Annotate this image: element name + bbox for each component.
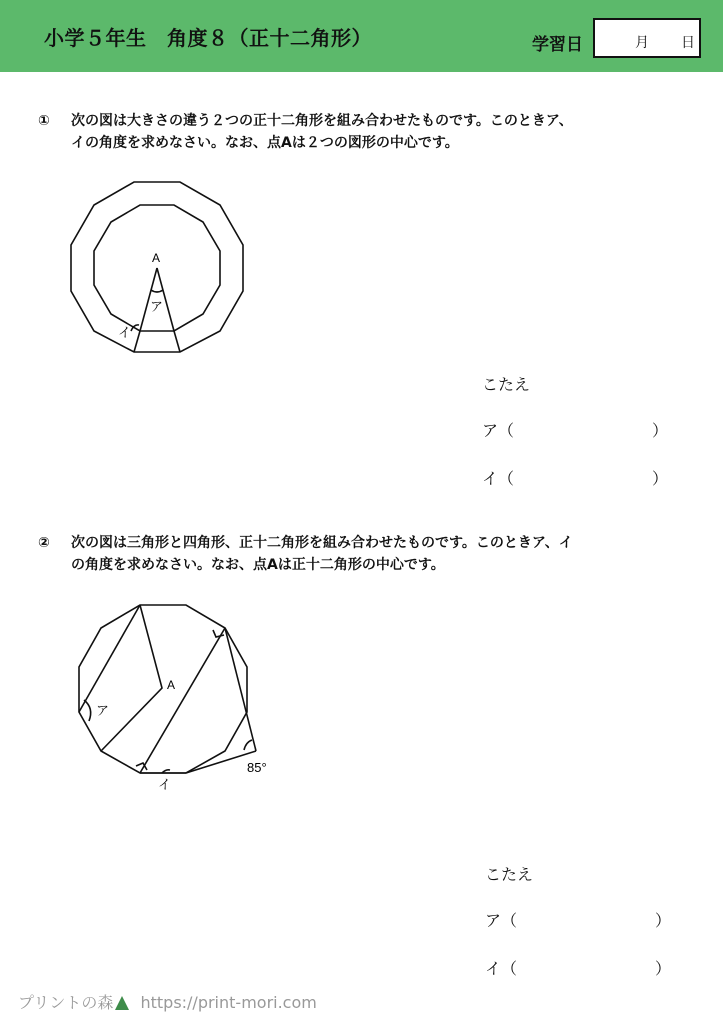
point-a-label: A	[152, 251, 161, 265]
q1-answer-a-label: ア（	[482, 421, 515, 440]
quad-side-1	[101, 605, 162, 751]
study-date-box[interactable]	[593, 18, 701, 58]
q1-answer-i-close: ）	[652, 469, 669, 488]
q2-answer-a-close: ）	[655, 911, 672, 930]
point-a-label: A	[167, 678, 176, 692]
question-2-line-2: の角度を求めなさい。なお、点Aは正十二角形の中心です。	[71, 557, 445, 573]
month-label: 月	[635, 35, 649, 51]
question-2-text	[71, 532, 671, 576]
q1-answer-i[interactable]	[482, 466, 669, 489]
angle-a-label: ア	[150, 300, 164, 315]
angle-i-label: イ	[158, 778, 172, 793]
q1-answer-a-close: ）	[652, 421, 669, 440]
angle-85-label: 85°	[247, 760, 267, 775]
triangle-base	[186, 751, 256, 773]
outer-dodecagon	[71, 182, 243, 352]
angle-a-arc	[151, 290, 163, 292]
triangle-right-side	[225, 628, 256, 751]
question-1-figure	[60, 170, 260, 370]
question-1-line-2: イの角度を求めなさい。なお、点Aは２つの図形の中心です。	[71, 135, 459, 151]
header-bar	[0, 0, 723, 72]
question-2-line-1: 次の図は三角形と四角形、正十二角形を組み合わせたものです。このときア、イ	[71, 535, 573, 551]
triangle-long-side	[140, 628, 225, 773]
angle-a-arc	[84, 700, 91, 721]
q2-answer-a[interactable]	[485, 908, 672, 931]
q2-answer-heading: こたえ	[485, 865, 534, 884]
question-2	[38, 532, 688, 582]
question-2-figure	[70, 595, 280, 795]
study-date-label: 学習日	[532, 35, 583, 55]
angle-i-label: イ	[118, 326, 132, 341]
footer-url[interactable]: https://print-mori.com	[140, 993, 317, 1012]
connector-right	[174, 331, 180, 352]
footer	[18, 990, 317, 1013]
q2-answer-a-label: ア（	[485, 911, 518, 930]
q2-answer-i[interactable]	[485, 956, 672, 979]
question-1-line-1: 次の図は大きさの違う２つの正十二角形を組み合わせたものです。このときア、	[71, 113, 573, 129]
connector-left	[134, 331, 140, 352]
angle-85-arc	[244, 740, 252, 750]
q2-answer-i-label: イ（	[485, 959, 518, 978]
q2-answer-i-close: ）	[655, 959, 672, 978]
question-1-text	[71, 110, 671, 154]
question-1-number: ①	[38, 113, 50, 129]
q1-answer-heading: こたえ	[482, 375, 531, 394]
question-2-number: ②	[38, 535, 50, 551]
quad-side-2	[79, 605, 140, 712]
day-label: 日	[681, 35, 695, 51]
question-1	[38, 110, 688, 160]
angle-a-label: ア	[96, 704, 110, 719]
tree-icon	[115, 996, 129, 1010]
q1-answer-i-label: イ（	[482, 469, 515, 488]
footer-brand: プリントの森	[18, 993, 114, 1012]
q1-answer-a[interactable]	[482, 418, 669, 441]
worksheet-title: 小学５年生 角度８（正十二角形）	[44, 26, 372, 50]
